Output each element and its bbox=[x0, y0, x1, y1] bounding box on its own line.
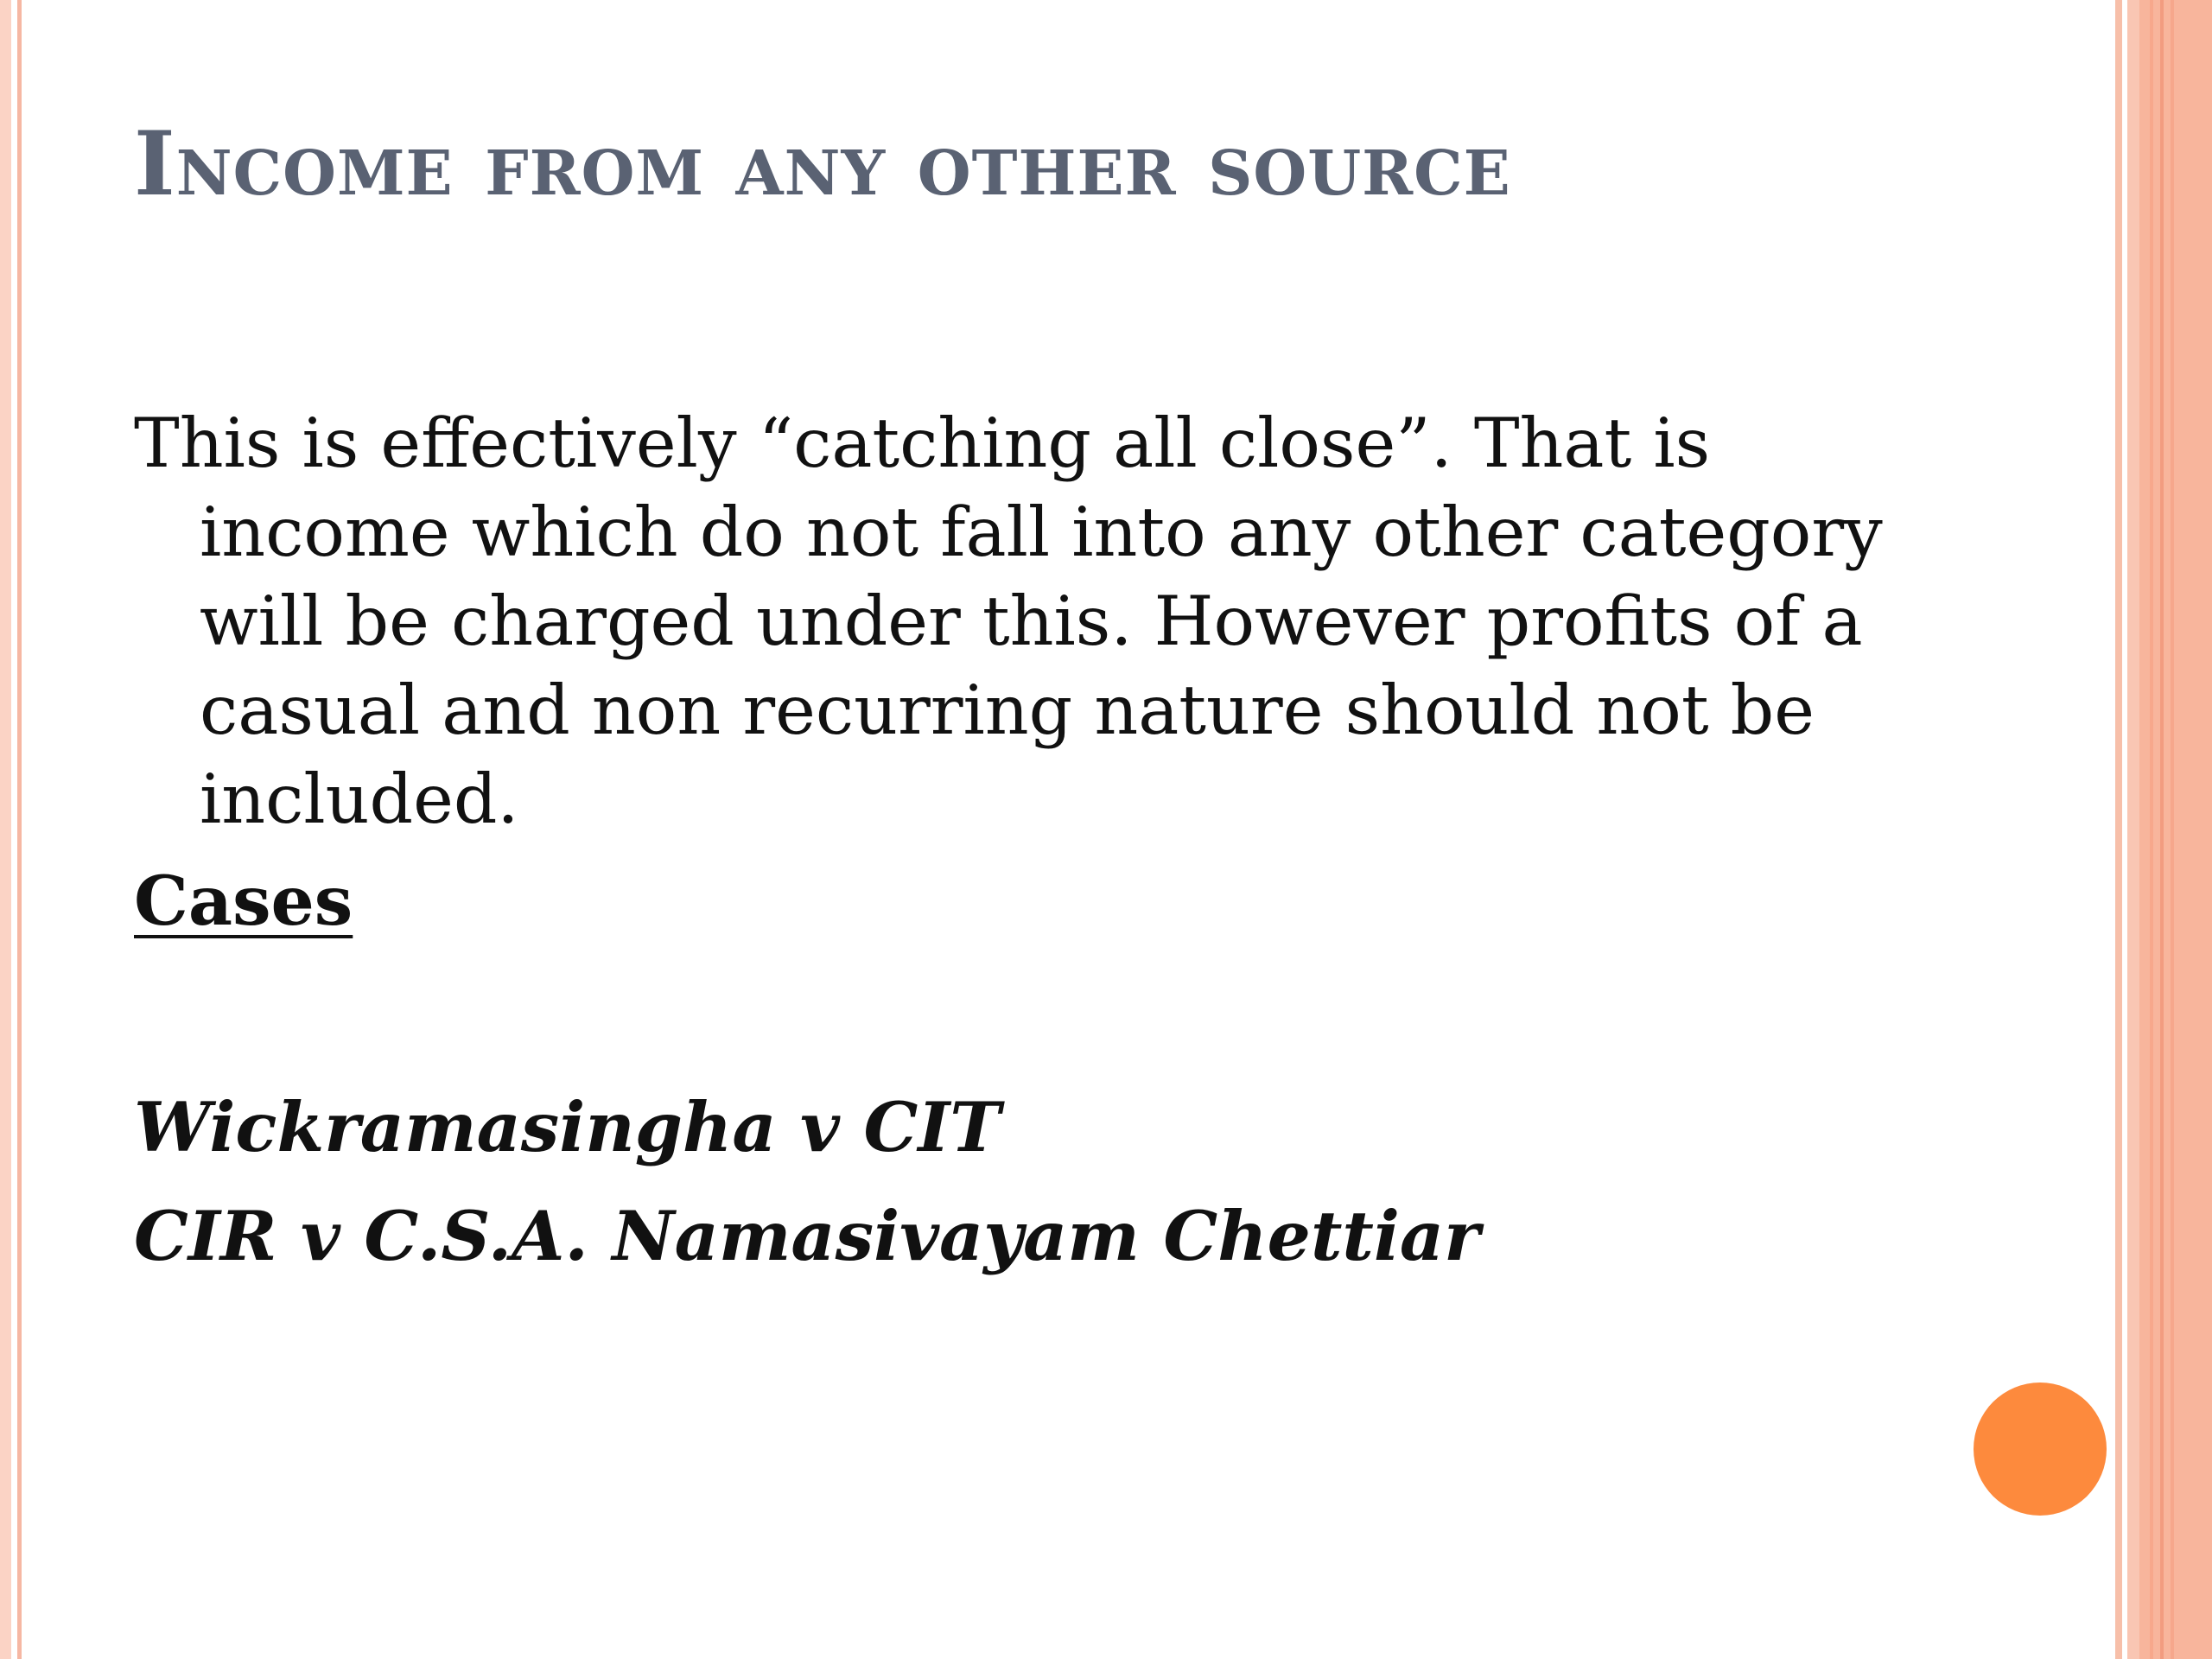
body-paragraph: This is effectively “catching all close”. That is income which do not fall into any other category will be charged under this. However profits of a casual and non recurring nature should not be included. bbox=[134, 404, 1883, 839]
case-list bbox=[134, 1073, 1480, 1291]
right-border-line bbox=[2127, 0, 2139, 1659]
left-border-line-inner bbox=[17, 0, 22, 1659]
case-item: CIR v C.S.A. Namasivayam Chettiar bbox=[134, 1196, 1480, 1276]
slide-title: Income from any other source bbox=[134, 112, 1511, 216]
right-border-line bbox=[2115, 0, 2122, 1659]
accent-circle bbox=[1974, 1382, 2107, 1516]
right-border-line bbox=[2171, 0, 2174, 1659]
right-border-line bbox=[2150, 0, 2153, 1659]
case-item: Wickramasingha v CIT bbox=[134, 1087, 1001, 1167]
cases-heading: Cases bbox=[134, 861, 353, 941]
right-border-line bbox=[2160, 0, 2164, 1659]
left-border-line bbox=[0, 0, 11, 1659]
